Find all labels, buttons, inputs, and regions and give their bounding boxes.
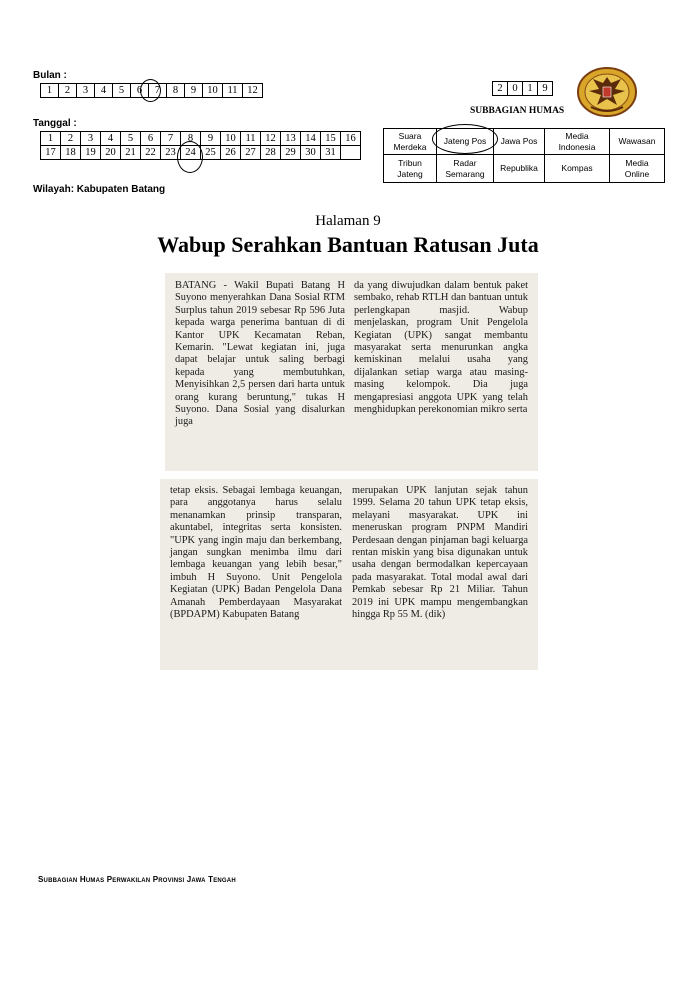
article-column-1 [175,280,345,429]
tanggal-cell: 7 [161,132,181,146]
bulan-cell: 6 [131,84,149,98]
media-outlet-cell: Suara Merdeka [384,129,437,155]
tanggal-cell: 9 [201,132,221,146]
article-column-3 [170,485,342,621]
tanggal-cell: 30 [301,146,321,160]
tanggal-cell: 8 [181,132,201,146]
tanggal-cell: 13 [281,132,301,146]
tanggal-cell: 31 [321,146,341,160]
bulan-cell: 8 [167,84,185,98]
year-cell: 1 [523,82,538,96]
subbagian-humas-label: SUBBAGIAN HUMAS [470,106,565,116]
tanggal-cell: 19 [81,146,101,160]
article-col2-text: da yang diwujudkan dalam bentuk paket sembako, rehab RTLH dan bantuan untuk perlengkapan masjid. Wabup menjelaskan, program Unit Pengelola Kegiatan (UPK) sangat membantu masyarakat serta menurunkan angka kemiskinan melalui usaha yang dijalankan setiap warga atau masing-masing kelompok. Dia juga mengapresiasi anggota UPK yang telah menghidupkan perekonomian mikro serta [354,280,528,416]
media-outlet-cell: Jawa Pos [494,129,545,155]
year-cell: 2 [493,82,508,96]
tanggal-cell: 5 [121,132,141,146]
tanggal-cell: 23 [161,146,181,160]
bulan-cell: 5 [113,84,131,98]
clipping-top [165,273,538,471]
tanggal-cell: 26 [221,146,241,160]
bulan-cell: 9 [185,84,203,98]
tanggal-cell: 16 [341,132,361,146]
article-col4-text: merupakan UPK lanjutan sejak tahun 1999. Selama 20 tahun UPK tetap eksis, melayani masyarakat. UPK ini meneruskan program PNPM Mandiri Perdesaan dengan pinjaman bagi keluarga rentan miskin yang bisa digunakan untuk usaha dengan bermodalkan kepercayaan pada masyarakat. Total modal awal dari Pemkab sebesar Rp 21 Miliar. Tahun 2019 ini UPK mampu mengembangkan hingga Rp 55 M. (dik) [352,485,528,621]
tanggal-cell: 11 [241,132,261,146]
clipping-bottom [160,479,538,670]
article-col1-text: BATANG - Wakil Bupati Batang H Suyono menyerahkan Dana Sosial RTM Surplus tahun 2019 sebesar Rp 596 Juta kepada warga penerima bantuan di di Kantor UPK Kecamatan Reban, Kemarin. "Lewat kegiatan ini, juga dapat belajar untuk saling berbagi kepada yang membutuhkan, Menyisihkan 2,5 persen dari harta untuk orang kurang beruntung," tukas H Suyono. Dana Sosial yang disalurkan juga [175,280,345,428]
bulan-circle-mark [140,79,161,102]
tanggal-cell: 15 [321,132,341,146]
media-outlet-cell: Tribun Jateng [384,155,437,183]
media-outlet-cell: Media Indonesia [545,129,610,155]
tanggal-cell: 1 [41,132,61,146]
tanggal-label: Tanggal : [33,118,77,129]
tanggal-cell: 22 [141,146,161,160]
tanggal-cell: 4 [101,132,121,146]
page-number: Halaman 9 [315,213,381,229]
tanggal-cell: 17 [41,146,61,160]
bulan-cell: 11 [223,84,243,98]
article-col3-text: tetap eksis. Sebagai lembaga keuangan, para anggotanya harus selalu menanamkan prinsip transparan, akuntabel, integritas serta konsisten. "UPK yang ingin maju dan berkembang, jangan sungkan menimba ilmu dari lembaga keuangan yang lebih besar," imbuh H Suyono. Unit Pengelola Kegiatan (UPK) Badan Pengelola Dana Amanah Pemberdayaan Masyarakat (BPDAPM) Kabupaten Batang [170,485,342,621]
bulan-cell: 1 [41,84,59,98]
year-cell: 0 [508,82,523,96]
year-cell: 9 [538,82,553,96]
article-column-4 [352,485,528,621]
tanggal-cell: 2 [61,132,81,146]
media-outlet-cell: Jateng Pos [437,129,494,155]
tanggal-cell: 6 [141,132,161,146]
year-table [492,81,553,96]
tanggal-circle-mark [177,141,203,173]
bulan-cell: 4 [95,84,113,98]
bulan-cell: 12 [243,84,263,98]
media-outlet-cell: Media Online [610,155,665,183]
tanggal-cell: 3 [81,132,101,146]
article-column-2 [354,280,528,416]
garuda-emblem-icon [577,67,637,117]
media-circle-mark [432,124,498,154]
media-outlet-cell: Radar Semarang [437,155,494,183]
tanggal-cell: 21 [121,146,141,160]
bulan-label: Bulan : [33,70,67,81]
tanggal-cell: 24 [181,146,201,160]
tanggal-cell: 28 [261,146,281,160]
tanggal-cell: 27 [241,146,261,160]
bulan-cell: 3 [77,84,95,98]
tanggal-cell [341,146,361,160]
tanggal-cell: 14 [301,132,321,146]
media-outlet-cell: Kompas [545,155,610,183]
bulan-cell: 10 [203,84,223,98]
media-table [383,128,665,183]
media-outlet-cell: Wawasan [610,129,665,155]
tanggal-cell: 20 [101,146,121,160]
bulan-cell: 7 [149,84,167,98]
tanggal-cell: 25 [201,146,221,160]
media-outlet-cell: Republika [494,155,545,183]
bulan-cell: 2 [59,84,77,98]
wilayah-label: Wilayah: Kabupaten Batang [33,184,166,195]
tanggal-cell: 12 [261,132,281,146]
footer-text: Subbagian Humas Perwakilan Provinsi Jawa Tengah [38,875,236,884]
tanggal-cell: 18 [61,146,81,160]
tanggal-cell: 29 [281,146,301,160]
tanggal-cell: 10 [221,132,241,146]
article-title: Wabup Serahkan Bantuan Ratusan Juta [157,232,539,257]
